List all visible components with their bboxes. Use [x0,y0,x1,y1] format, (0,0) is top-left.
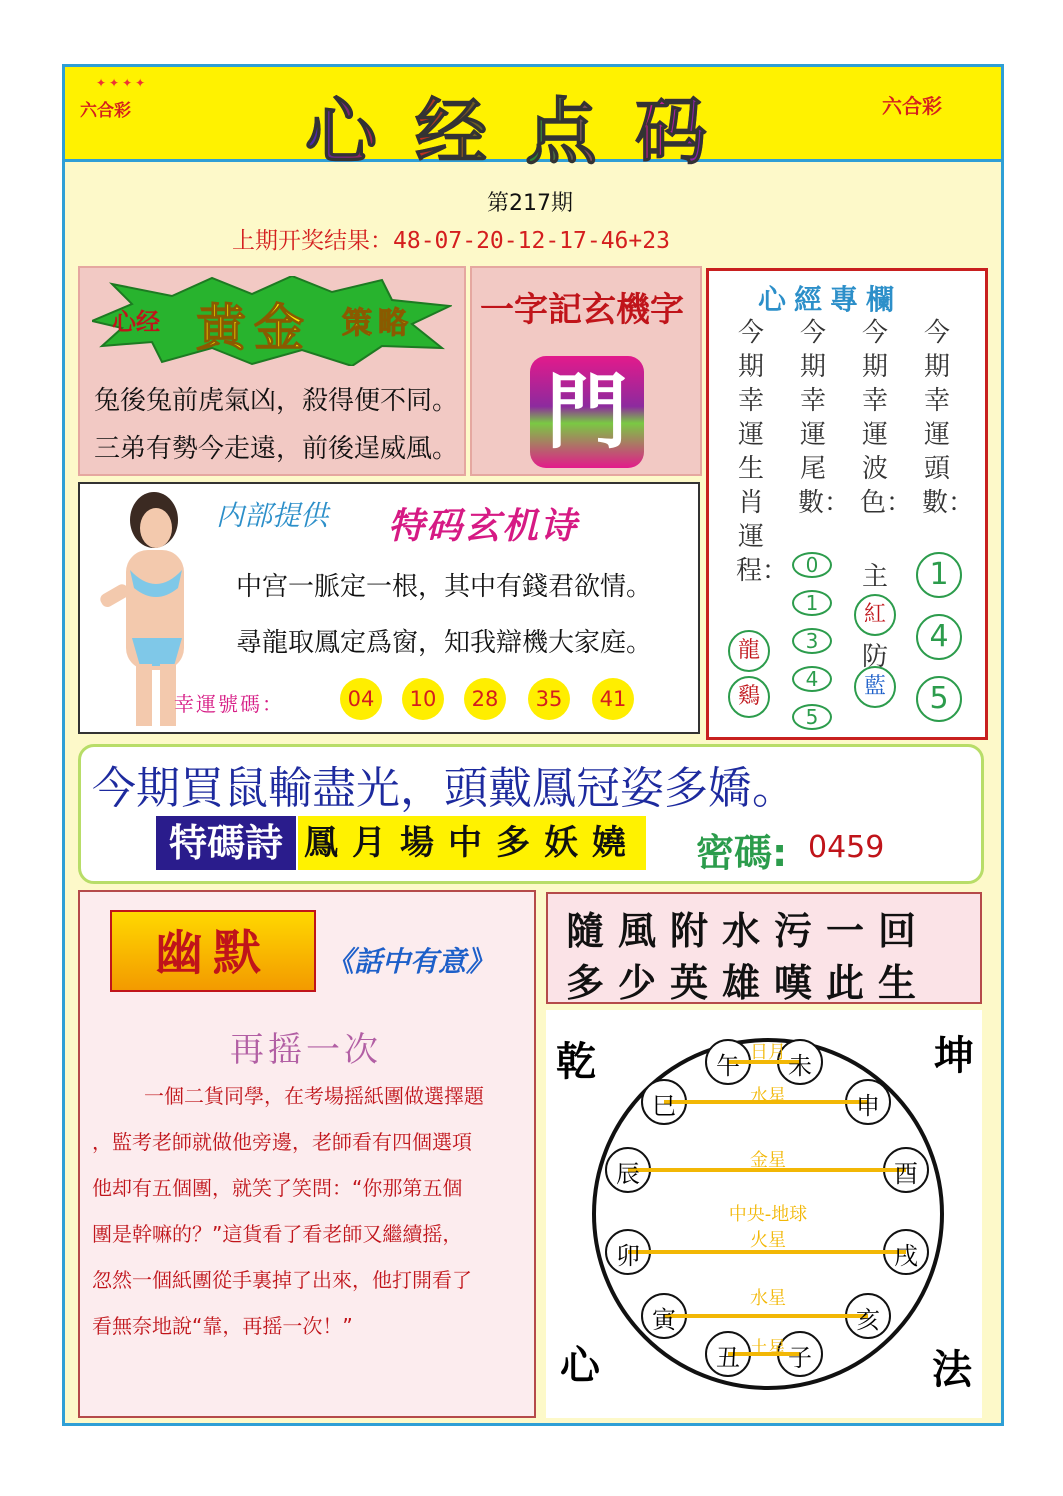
corner-bl: 心 [560,1342,600,1389]
joke-line: 一個二貨同學，在考場摇紙團做選擇題 [144,1084,484,1108]
hero-line1: 隨風附水污一回 [566,908,931,953]
inside-poem-line1: 中宫一脈定一根，其中有錢君欲情。 [236,572,653,602]
issue-number: 第217期 [487,191,573,216]
tail-pick: 3 [792,628,832,654]
wheel-label: 土星 [750,1338,786,1359]
inside-poem-line2: 尋龍取鳳定爲窗，知我辯機大家庭。 [236,628,653,658]
lucky-number: 04 [340,678,382,720]
color-guard-pick: 藍 [854,666,896,708]
lucky-number: 35 [528,678,570,720]
badge-prefix: 心经 [112,307,160,336]
tail-pick: 1 [792,590,832,616]
branch-right: 亥 [856,1306,880,1334]
lucky-number: 10 [402,678,444,720]
wheel-label: 火星 [750,1230,786,1251]
branch-left: 辰 [616,1160,640,1188]
poem-text: 鳳月場中多妖嬈 [298,816,646,870]
branch-right: 酉 [894,1160,918,1188]
last-result-label: 上期开奖结果： [232,228,393,254]
saying-main: 今期買鼠輸盡光，頭戴鳳冠姿多嬌。 [92,763,796,814]
head-pick: 1 [916,552,962,598]
branch-left: 卯 [616,1242,640,1270]
branch-bottom: 丑 [716,1344,740,1372]
branch-top: 未 [788,1052,812,1080]
joke-line: 忽然一個紙團從手裏掉了出來，他打開看了 [92,1268,472,1292]
gold-poem-line2: 三弟有勢今走遠，前後逞威風。 [94,434,459,464]
branch-right: 戌 [894,1242,918,1270]
color-guard-label: 防 [861,642,888,672]
head-pick: 5 [916,676,962,722]
last-result [232,222,670,255]
humor-subtitle: 《話中有意》 [326,945,495,978]
branch-bottom: 子 [788,1344,812,1372]
column-title: 心經專欄 [758,283,903,316]
color-main-pick: 紅 [854,594,896,636]
logo-stars-icon: ✦✦✦✦ [96,76,149,90]
joke-line: 看無奈地說“靠，再摇一次！” [92,1314,353,1338]
color-main-label: 主 [861,562,888,592]
branch-left: 寅 [652,1306,676,1334]
code-label: 密碼: [696,831,788,875]
wheel-label: 中央-地球 [728,1204,808,1225]
joke-line: ，監考老師就做他旁邊，老師看有四個選項 [92,1130,472,1154]
one-char-glyph: 門 [545,364,628,460]
one-char-title: 一字記玄機字 [480,290,684,330]
badge-suffix: 策略 [342,306,414,341]
lucky-number: 41 [592,678,634,720]
zodiac-pick: 龍 [728,630,770,672]
column-zodiac-label: 今期幸運生肖運程： [736,318,789,586]
joke-line: 他却有五個團，就笑了笑問：“你那第五個 [92,1176,463,1200]
page-title: 心经点码 [290,74,760,178]
column-tail-label: 今期幸運尾數： [798,318,851,518]
lucky-number: 28 [464,678,506,720]
humor-badge: 幽默 [154,925,271,981]
zodiac-pick: 鷄 [728,676,770,718]
corner-br: 法 [932,1346,972,1393]
code-value: 0459 [808,830,885,865]
wheel-label: 水星 [750,1288,786,1309]
head-pick: 4 [916,614,962,660]
last-result-numbers: 48-07-20-12-17-46+23 [393,228,670,254]
tail-pick: 0 [792,552,832,578]
gold-poem-line1: 兔後兔前虎氣凶，殺得便不同。 [94,386,459,416]
badge-main: 黄金 [196,298,312,357]
inside-poem-title: 特码玄机诗 [388,505,579,547]
logo-left: 六合彩 [80,101,131,121]
joke-line: 團是幹嘛的？”這貨看了看老師又繼續摇， [92,1222,463,1246]
lucky-label: 幸運號碼： [174,692,284,716]
tail-pick: 5 [792,704,832,730]
tail-pick: 4 [792,666,832,692]
column-head-label: 今期幸運頭數： [922,318,975,518]
corner-tl: 乾 [556,1038,596,1085]
branch-top: 午 [716,1052,740,1080]
branch-left: 巳 [652,1092,676,1120]
column-color-label: 今期幸運波色： [860,318,913,518]
wheel-label: 日月 [750,1042,786,1063]
hero-line2: 多少英雄嘆此生 [566,960,931,1005]
poem-label: 特碼詩 [156,816,296,870]
provider-label: 内部提供 [216,499,329,532]
wheel-label: 金星 [750,1150,786,1171]
corner-tr: 坤 [934,1032,974,1079]
logo-right: 六合彩 [882,94,942,118]
wheel-label: 水星 [750,1086,786,1107]
branch-right: 申 [856,1092,880,1120]
joke-title: 再摇一次 [230,1030,382,1070]
